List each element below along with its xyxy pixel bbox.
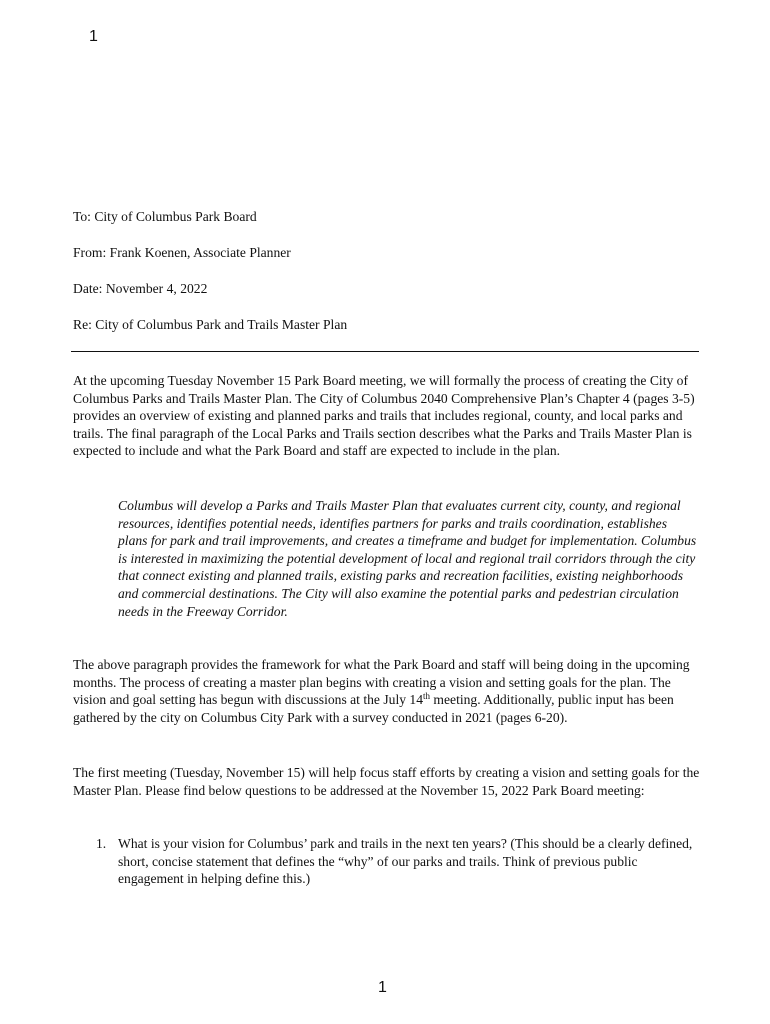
header-divider [71, 351, 699, 352]
framework-paragraph [73, 656, 701, 726]
list-item-text: What is your vision for Columbus’ park and trails in the next ten years? (This should be a clearly defined, short, concise statement that defines the “why” of our parks and trails. Think of previous public engagement in helping define this.) [118, 836, 693, 887]
page-number-top: 1 [89, 28, 98, 45]
plan-quote: Columbus will develop a Parks and Trails Master Plan that evaluates current city, county, and regional resources, identifies potential needs, identifies partners for parks and trails coordination, establishes plans for park and trail improvements, and creates a timeframe and budget for implementation. Columbus is interested in maximizing the potential development of local and regional trail corridors through the city that connect existing and planned trails, existing parks and recreation facilities, existing neighborhoods and commercial destinations. The City will also examine the potential parks and pedestrian circulation needs in the Freeway Corridor. [118, 498, 697, 619]
framework-text-end: meeting. Additionally, public input has been gathered by the city on Columbus City Park with a survey conducted in 2021 (pages 6-20). [73, 692, 674, 725]
ordinal-suffix: th [423, 691, 431, 702]
memo-to: To: City of Columbus Park Board [73, 209, 257, 224]
meeting-paragraph: The first meeting (Tuesday, November 15) will help focus staff efforts by creating a vision and setting goals for the Master Plan. Please find below questions to be addressed at the November 15, 2022 Park Board meeting: [73, 765, 700, 798]
framework-text-start: The above paragraph provides the framework for what the Park Board and staff will being doing in the upcoming months. The process of creating a master plan begins with creating a vision and setting goals for the plan. The vision and goal setting has begun with discussions at the July 14 [73, 657, 690, 708]
list-item-number: 1. [96, 836, 107, 851]
intro-paragraph: At the upcoming Tuesday November 15 Park Board meeting, we will formally the process of creating the City of Columbus Parks and Trails Master Plan. The City of Columbus 2040 Comprehensive Plan’s Chapter 4 (pages 3-5) provides an overview of existing and planned parks and trails that includes regional, county, and local parks and trails. The final paragraph of the Local Parks and Trails section describes what the Parks and Trails Master Plan is expected to include and what the Park Board and staff are expected to include in the plan. [73, 373, 695, 459]
page-number-bottom: 1 [378, 979, 387, 996]
memo-subject: Re: City of Columbus Park and Trails Master Plan [73, 317, 348, 332]
memo-from: From: Frank Koenen, Associate Planner [73, 245, 291, 260]
memo-date: Date: November 4, 2022 [73, 281, 208, 296]
